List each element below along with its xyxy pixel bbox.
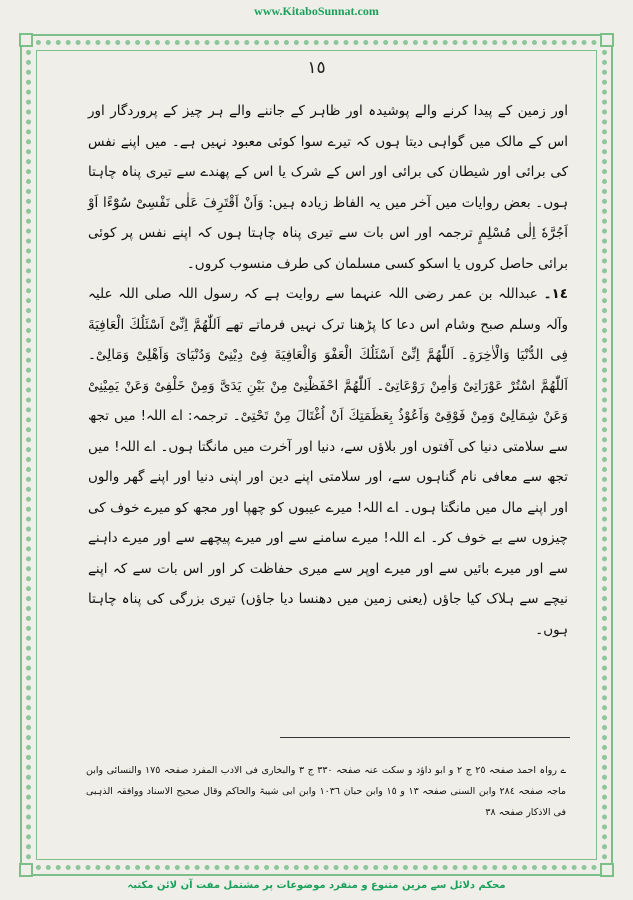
border-corner-bottom-left	[19, 863, 33, 877]
main-text	[88, 96, 568, 645]
footnotes: ے رواہ احمد صفحہ ٢٥ ج ٢ و ابو داؤد و سکت عنہ صفحہ ٣٣٠ ج ٣ والبخاری فی الادب المفرد صفحہ ١٧٥ والنسائی وابن ماجہ صفحہ ٢٨٤ وابن السنی صفحہ ١٣ و ١٥ وابن حبان ١٠٣٦ وابن ابی شیبۃ والحاکم وقال صحیح الاسناد ووافقہ الذہبی فی الاذکار صفحہ ٣٨	[86, 765, 567, 818]
site-url[interactable]: www.KitaboSunnat.com	[254, 4, 379, 18]
border-corner-bottom-right	[600, 863, 614, 877]
footnote-divider	[280, 737, 570, 738]
paragraph-continuation: اور زمین کے پیدا کرنے والے پوشیدہ اور ظاہر کے جاننے والے ہر چیز کے پروردگار اور اس کے مالک میں گواہی دیتا ہوں کہ تیرے سوا کوئی معبود نہیں ہے۔ میں اپنے نفس کی برائی اور شیطان کی برائی اور اس کے شرک یا اس کے پھندے سے تیری پناہ چاہتا ہوں۔ بعض روایات میں آخر میں یہ الفاظ زیادہ ہیں: وَاَنْ اَقْتَرِفَ عَلٰى نَفْسِىْ سُوْٓءًا اَوْ اَجُرَّهٗ اِلٰى مُسْلِمٍ ترجمہ اور اس بات سے تیری پناہ چاہتا ہوں کہ اپنے نفس پر کوئی برائی حاصل کروں یا اسکو کسی مسلمان کی طرف منسوب کروں۔	[88, 103, 568, 272]
footer-tagline: محکم دلائل سے مزین متنوع و منفرد موضوعات پر مشتمل مفت آن لائن مکتبہ	[127, 880, 506, 891]
border-corner-top-left	[19, 33, 33, 47]
paragraph-hadith-14	[88, 279, 568, 645]
page-number: ١٥	[307, 58, 326, 78]
border-corner-top-right	[600, 33, 614, 47]
hadith-number: ١٤۔	[543, 286, 568, 302]
hadith-text: عبداللہ بن عمر رضی اللہ عنہما سے روایت ہے کہ رسول اللہ صلی اللہ علیہ وآلہ وسلم صبح وشام اس دعا کا پڑھنا ترک نہیں فرماتے تھے اَللّٰهُمَّ اِنِّىْ اَسْئَلُكَ الْعَافِيَةَ فِى الدُّنْيَا وَالْاٰخِرَةِ۔ اَللّٰهُمَّ اِنِّىْ اَسْئَلُكَ الْعَفْوَ وَالْعَافِيَةَ فِىْ دِيْنِىْ وَدُنْيَاىَ وَاَهْلِىْ وَمَالِىْ۔ اَللّٰهُمَّ اسْتُرْ عَوْرَاتِىْ وَاٰمِنْ رَوْعَاتِىْ۔ اَللّٰهُمَّ احْفَظْنِىْ مِنْ بَيْنِ يَدَىَّ وَمِنْ خَلْفِىْ وَعَنْ يَمِيْنِىْ وَعَنْ شِمَالِىْ وَمِنْ فَوْقِىْ وَاَعُوْذُ بِعَظَمَتِكَ اَنْ اُغْتَالَ مِنْ تَحْتِىْ۔ ترجمہ: اے اللہ! میں تجھ سے سلامتی دنیا کی آفتوں اور بلاؤں سے، دنیا اور آخرت میں مانگتا ہوں۔ اے اللہ! میں تجھ سے معافی نام گناہوں سے، اور سلامتی اپنے دین اور اپنی دنیا اور اپنے گھر والوں اور اپنے مال میں مانگتا ہوں۔ اے اللہ! میرے عیبوں کو چھپا اور مجھ کو میرے خوف کی چیزوں سے بے خوف کر۔ اے اللہ! میرے سامنے سے اور میرے پیچھے سے اور میرے داہنے سے اور میرے بائیں سے اور میرے اوپر سے میری حفاظت کر اور اس بات سے کہ اپنے نیچے سے ہلاک کیا جاؤں (یعنی زمین میں دھنسا دیا جاؤں) تیری بزرگی کی پناہ چاہتا ہوں۔	[88, 286, 568, 638]
